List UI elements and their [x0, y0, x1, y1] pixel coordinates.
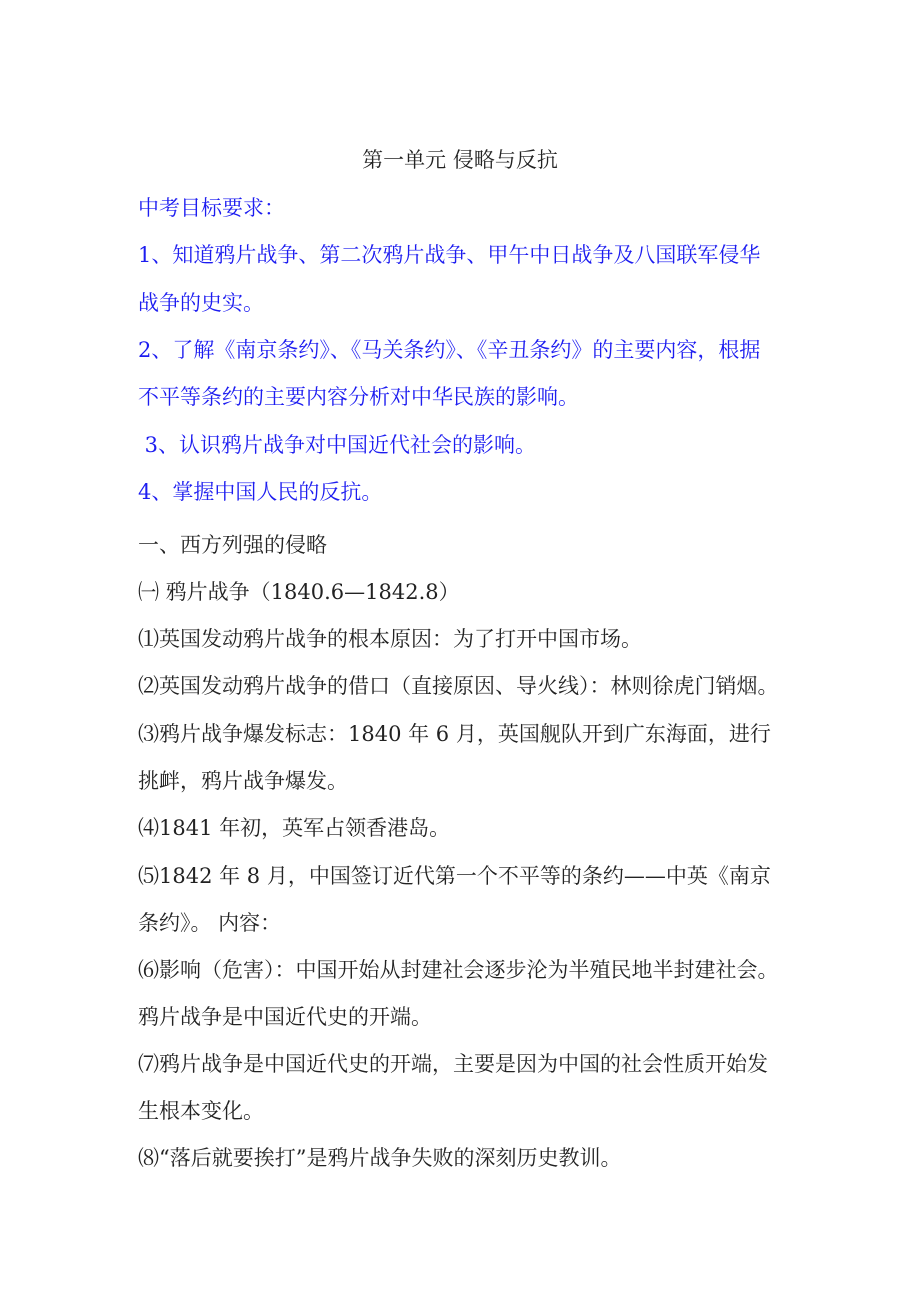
goal-line: 不平等条约的主要内容分析对中华民族的影响。: [138, 385, 579, 409]
content-line: ⑵英国发动鸦片战争的借口（直接原因、导火线）：林则徐虎门销烟。: [138, 674, 779, 698]
content-line: ⑻“落后就要挨打”是鸦片战争失败的深刻历史教训。: [138, 1146, 622, 1170]
goal-line: 3、认识鸦片战争对中国近代社会的影响。: [138, 433, 537, 457]
section-heading: 一、西方列强的侵略: [138, 533, 327, 557]
goal-line: 2、了解《南京条约》、《马关条约》、《辛丑条约》的主要内容，根据: [138, 338, 761, 362]
content-line: ⑺鸦片战争是中国近代史的开端，主要是因为中国的社会性质开始发: [138, 1052, 768, 1076]
content-line: 条约》。 内容：: [138, 911, 282, 935]
content-line: ⑴英国发动鸦片战争的根本原因：为了打开中国市场。: [138, 627, 642, 651]
page-title: 第一单元 侵略与反抗: [362, 148, 558, 172]
content-line: ⑹影响（危害）：中国开始从封建社会逐步沦为半殖民地半封建社会。: [138, 958, 779, 982]
content-line: ⑶鸦片战争爆发标志：1840 年 6 月，英国舰队开到广东海面，进行: [138, 722, 771, 746]
content-line: 生根本变化。: [138, 1099, 264, 1123]
content-line: 鸦片战争是中国近代史的开端。: [138, 1005, 432, 1029]
goal-line: 1、知道鸦片战争、第二次鸦片战争、甲午中日战争及八国联军侵华: [138, 243, 761, 267]
goal-line: 4、掌握中国人民的反抗。: [138, 480, 383, 504]
content-line: ⑷1841 年初，英军占领香港岛。: [138, 816, 451, 840]
goals-heading: 中考目标要求：: [138, 196, 285, 220]
content-line: 挑衅，鸦片战争爆发。: [138, 769, 348, 793]
content-line: ⑸1842 年 8 月，中国签订近代第一个不平等的条约——中英《南京: [138, 864, 771, 888]
section-subheading: ㈠ 鸦片战争（1840.6—1842.8）: [138, 580, 460, 604]
goal-line: 战争的史实。: [138, 291, 264, 315]
